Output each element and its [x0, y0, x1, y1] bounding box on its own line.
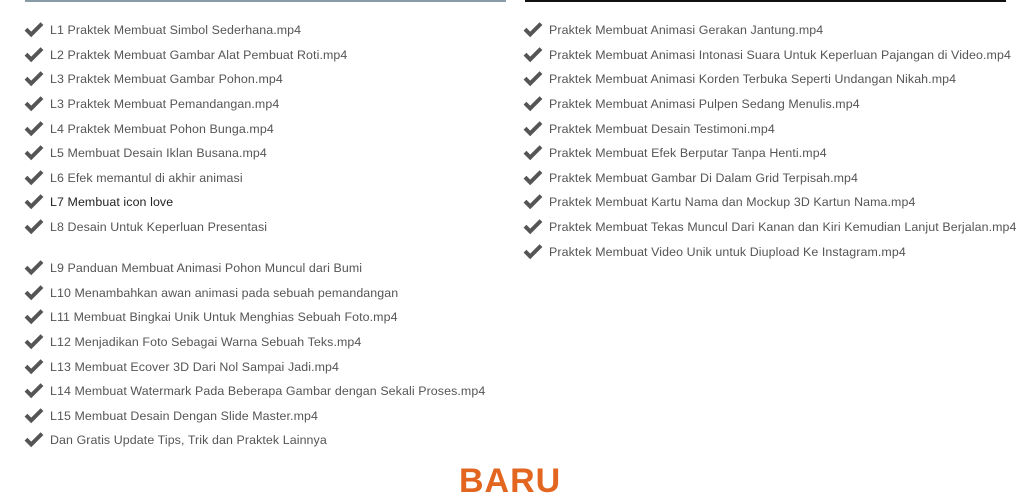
checkmark-icon: [523, 219, 544, 236]
list-item: [523, 116, 1017, 141]
checkmark-icon: [523, 243, 544, 260]
list-item-label: Praktek Membuat Desain Testimoni.mp4: [549, 121, 775, 136]
lesson-list-part-2: [24, 256, 485, 453]
checkmark-icon: [24, 169, 45, 186]
list-item: [523, 92, 1017, 117]
checkmark-icon: [24, 309, 45, 326]
checkmark-icon: [523, 194, 544, 211]
checkmark-icon: [523, 22, 544, 39]
checkmark-icon: [24, 358, 45, 375]
checkmark-icon: [523, 120, 544, 137]
list-item: [24, 330, 485, 355]
list-item-label: L12 Menjadikan Foto Sebagai Warna Sebuah Teks.mp4: [50, 335, 362, 350]
list-item: [523, 18, 1017, 43]
list-item-label: Praktek Membuat Animasi Korden Terbuka Seperti Undangan Nikah.mp4: [549, 72, 957, 87]
right-image-bottom-edge: [525, 0, 1006, 2]
list-item: [24, 354, 485, 379]
list-item: [523, 190, 1017, 215]
checkmark-icon: [24, 194, 45, 211]
list-item-label: L10 Menambahkan awan animasi pada sebuah pemandangan: [50, 285, 399, 300]
checkmark-icon: [24, 145, 45, 162]
list-item: [523, 141, 1017, 166]
list-item: [24, 404, 485, 429]
list-item-label: Praktek Membuat Tekas Muncul Dari Kanan dan Kiri Kemudian Lanjut Berjalan.mp4: [549, 220, 1017, 235]
checkmark-icon: [24, 334, 45, 351]
checkmark-icon: [24, 96, 45, 113]
list-item-label: L9 Panduan Membuat Animasi Pohon Muncul dari Bumi: [50, 261, 363, 276]
list-item: [24, 116, 347, 141]
list-item-label: L1 Praktek Membuat Simbol Sederhana.mp4: [50, 23, 302, 38]
list-item-label: L3 Praktek Membuat Gambar Pohon.mp4: [50, 72, 283, 87]
list-item: [24, 166, 347, 191]
checkmark-icon: [24, 71, 45, 88]
list-item-label: Praktek Membuat Animasi Gerakan Jantung.mp4: [549, 23, 824, 38]
checkmark-icon: [24, 219, 45, 236]
checkmark-icon: [24, 407, 45, 424]
checkmark-icon: [24, 46, 45, 63]
list-item: [523, 215, 1017, 240]
list-item: [24, 256, 485, 281]
checkmark-icon: [523, 169, 544, 186]
list-item-label: L14 Membuat Watermark Pada Beberapa Gambar dengan Sekali Proses.mp4: [50, 384, 486, 399]
list-item: [24, 428, 485, 453]
checkmark-icon: [24, 120, 45, 137]
lesson-list-part-1: [24, 18, 347, 239]
section-heading: BARU: [459, 464, 562, 494]
left-image-bottom-edge: [25, 0, 506, 2]
list-item: [24, 67, 347, 92]
checkmark-icon: [24, 260, 45, 277]
list-item-label: Praktek Membuat Gambar Di Dalam Grid Terpisah.mp4: [549, 170, 859, 185]
list-item: [523, 239, 1017, 264]
list-item-label: L7 Membuat icon love: [50, 195, 174, 210]
checkmark-icon: [24, 383, 45, 400]
list-item-label: Praktek Membuat Animasi Intonasi Suara Untuk Keperluan Pajangan di Video.mp4: [549, 47, 1011, 62]
list-item: [24, 215, 347, 240]
checkmark-icon: [523, 145, 544, 162]
list-item: [24, 141, 347, 166]
list-item: [523, 43, 1017, 68]
list-item-label: L8 Desain Untuk Keperluan Presentasi: [50, 220, 268, 235]
list-item-label: Praktek Membuat Kartu Nama dan Mockup 3D Kartun Nama.mp4: [549, 195, 916, 210]
list-item-label: Dan Gratis Update Tips, Trik dan Praktek Lainnya: [50, 433, 327, 448]
checkmark-icon: [24, 284, 45, 301]
list-item: [24, 305, 485, 330]
list-item: [523, 166, 1017, 191]
list-item-label: L11 Membuat Bingkai Unik Untuk Menghias Sebuah Foto.mp4: [50, 310, 398, 325]
list-item-label: L5 Membuat Desain Iklan Busana.mp4: [50, 146, 267, 161]
list-item: [24, 18, 347, 43]
bonus-lesson-list: [523, 18, 1017, 264]
list-item-label: L15 Membuat Desain Dengan Slide Master.mp4: [50, 408, 318, 423]
list-item-label: Praktek Membuat Animasi Pulpen Sedang Menulis.mp4: [549, 97, 860, 112]
list-item-label: L6 Efek memantul di akhir animasi: [50, 170, 243, 185]
list-item: [24, 92, 347, 117]
checkmark-icon: [523, 71, 544, 88]
checkmark-icon: [24, 22, 45, 39]
list-item: [24, 43, 347, 68]
list-item: [24, 190, 347, 215]
checkmark-icon: [24, 432, 45, 449]
checkmark-icon: [523, 46, 544, 63]
list-item-label: L3 Praktek Membuat Pemandangan.mp4: [50, 97, 280, 112]
list-item: [24, 281, 485, 306]
list-item-label: L2 Praktek Membuat Gambar Alat Pembuat Roti.mp4: [50, 47, 348, 62]
list-item-label: Praktek Membuat Video Unik untuk Diupload Ke Instagram.mp4: [549, 244, 906, 259]
checkmark-icon: [523, 96, 544, 113]
list-item-label: Praktek Membuat Efek Berputar Tanpa Henti.mp4: [549, 146, 827, 161]
list-item: [24, 379, 485, 404]
list-item-label: L4 Praktek Membuat Pohon Bunga.mp4: [50, 121, 274, 136]
list-item: [523, 67, 1017, 92]
list-item-label: L13 Membuat Ecover 3D Dari Nol Sampai Jadi.mp4: [50, 359, 340, 374]
